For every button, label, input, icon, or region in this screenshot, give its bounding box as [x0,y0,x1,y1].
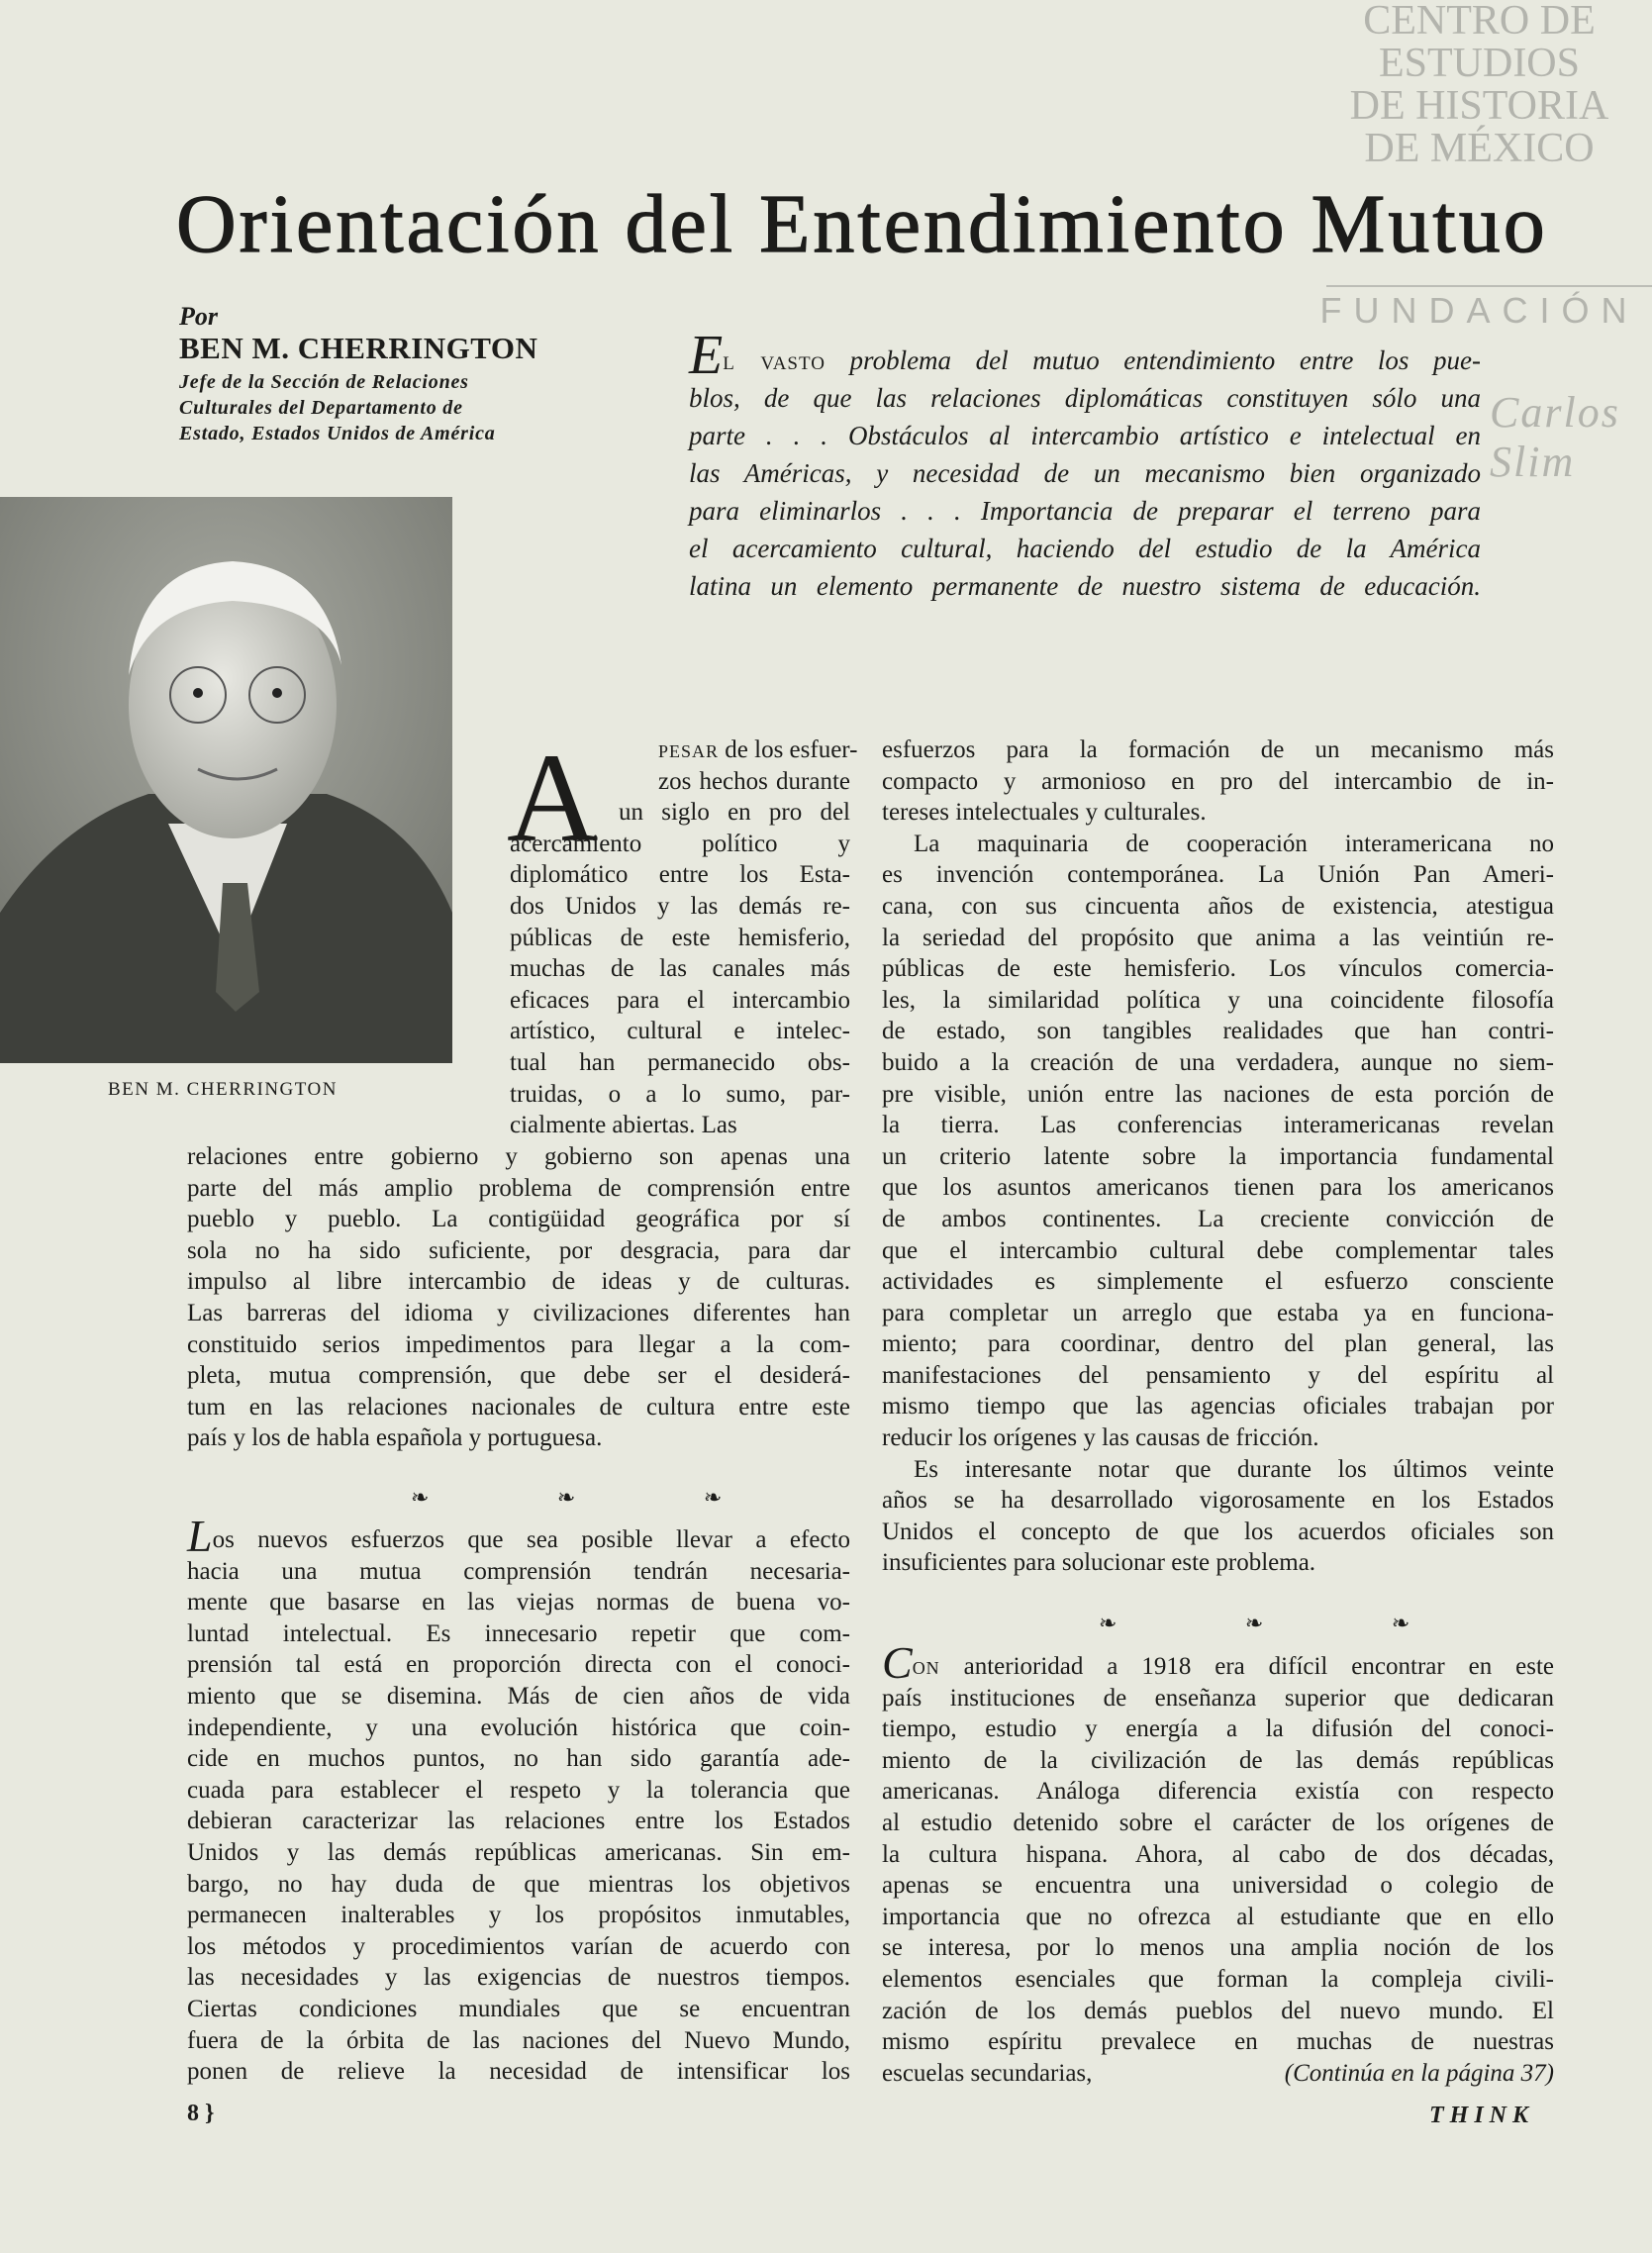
text-line: pueblo y pueblo. La contigüidad geográfica por sí [187,1206,850,1233]
text-line: años se ha desarrollado vigorosamente en los Estados [882,1487,1554,1515]
text-line: insuficientes para solucionar este problema. [882,1549,1316,1577]
text-line: cuada para establecer el respeto y la tolerancia que [187,1776,850,1804]
text-line: país instituciones de enseñanza superior que dedicaran [882,1684,1554,1712]
text-line: al estudio detenido sobre el carácter de los orígenes de [882,1809,1554,1836]
text-line: pre visible, unión entre las naciones de esta porción de [882,1080,1554,1108]
text-line: para completar un arreglo que estaba ya en funciona- [882,1299,1554,1326]
text-line [187,1511,850,1561]
intro-first-rest: de los esfuer- [719,736,858,763]
text-line: las necesidades y las exigencias de nuestros tiempos. [187,1964,850,1992]
text-line: debieran caracterizar las relaciones entre los Estados [187,1808,850,1835]
text-line: públicas de este hemisferio. Los vínculos comercia- [882,955,1554,983]
text-line: bargo, no hay duda de que mientras los objetivos [187,1870,850,1898]
watermark-line: CENTRO DE [1363,0,1596,44]
text-line: fuera de la órbita de las naciones del Nuevo Mundo, [187,2026,850,2054]
text-line: la tierra. Las conferencias interamericanas revelan [882,1112,1554,1139]
text-line: buido a la creación de una verdadera, aunque no siem- [882,1048,1554,1076]
text-line: manifestaciones del pensamiento y del espíritu al [882,1361,1554,1389]
text-lines [882,1683,1554,2058]
paragraph-first-rest: anterioridad a 1918 era difícil encontrar en este [939,1653,1554,1680]
left-column-paragraph-2 [187,1511,850,2088]
text-line: Unidos el concepto de que los acuerdos oficiales son [882,1518,1554,1545]
text-line: impulso al libre intercambio de ideas y de culturas. [187,1268,850,1296]
watermark-line: DE MÉXICO [1364,126,1595,171]
text-line: actividades es simplemente el esfuerzo consciente [882,1268,1554,1296]
continued-link[interactable]: (Continúa en la página 37) [1284,2059,1554,2087]
text-line: eficaces para el intercambio [510,986,850,1014]
text-line: constituido serios impedimentos para llegar a la com- [187,1330,850,1358]
paragraph-initial: C [882,1637,913,1688]
text-line: cialmente abiertas. Las [510,1112,737,1139]
text-line: miento que se disemina. Más de cien años de vida [187,1682,850,1710]
text-line: tiempo, estudio y energía a la difusión del conoci- [882,1715,1554,1743]
section-ornament: ❧ ❧ ❧ [411,1485,784,1510]
text-line: Unidos y las demás repúblicas americanas. Sin em- [187,1838,850,1866]
intro-smallcaps: pesar [658,736,720,763]
article-summary [689,325,1482,605]
text-lines [882,735,1554,829]
text-line: Las barreras del idioma y civilizaciones diferentes han [187,1299,850,1326]
watermark-line: ESTUDIOS [1378,41,1580,86]
text-line: que los asuntos americanos tienen para los americanos [882,1174,1554,1202]
right-column-paragraph-4 [882,1637,1554,2089]
text-line: permanecen inalterables y los propósitos inmutables, [187,1902,850,1929]
text-line: mente que basarse en las viejas normas de buena vo- [187,1589,850,1616]
text-line: que el intercambio cultural debe complementar tales [882,1236,1554,1264]
right-column [882,735,1554,1579]
text-line: el acercamiento cultural, haciendo del estudio de la América [689,534,1481,563]
text-line: públicas de este hemisferio, [510,924,850,951]
author-photo [0,497,452,1063]
text-line: prensión tal está en proporción directa con el conoci- [187,1651,850,1679]
text-line: truidas, o a lo sumo, par- [510,1080,850,1108]
text-line: las Américas, y necesidad de un mecanismo bien organizado [689,458,1481,488]
text-line: relaciones entre gobierno y gobierno son apenas una [187,1143,850,1170]
author-role-line: Jefe de la Sección de Relaciones [179,371,469,393]
text-line: independiente, y una evolución histórica que coin- [187,1714,850,1741]
watermark-line: DE HISTORIA [1349,83,1609,129]
text-line: hacia una mutua comprensión tendrán necesaria- [187,1557,850,1585]
left-column-intro [510,735,858,1141]
last-line-text: escuelas secundarias, [882,2059,1093,2087]
text-line: acercamiento político y [510,830,850,857]
text-line: elementos esenciales que forman la compleja civili- [882,1965,1554,1993]
text-line: diplomático entre los Esta- [510,861,850,889]
text-line: miento; para coordinar, dentro del plan general, las [882,1330,1554,1358]
drop-cap: A [507,728,599,868]
author-role-line: Culturales del Departamento de [179,397,463,419]
text-line: latina un elemento permanente de nuestro sistema de educación. [689,571,1481,601]
text-line: importancia que no ofrezca al estudiante que en ello [882,1903,1554,1930]
text-line: reducir los orígenes y las causas de fricción. [882,1424,1319,1452]
text-line: dos Unidos y las demás re- [510,892,850,920]
text-line: pleta, mutua comprensión, que debe ser el desiderá- [187,1362,850,1390]
text-line: artístico, cultural e intelec- [510,1018,850,1045]
text-line: es invención contemporánea. La Unión Pan Ameri- [882,861,1554,889]
text-line: la cultura hispana. Ahora, al cabo de dos décadas, [882,1840,1554,1868]
watermark [1307,0,1652,170]
byline [179,302,615,446]
author-role-line: Estado, Estados Unidos de América [179,423,496,444]
text-lines [187,1141,850,1454]
text-line: Es interesante notar que durante los últimos veinte [914,1455,1554,1483]
text-line: sola no ha sido suficiente, por desgracia, para dar [187,1236,850,1264]
text-line: La maquinaria de cooperación interamericana no [914,830,1554,857]
text-lines [510,766,850,1141]
watermark-signature: Carlos Slim [1490,388,1620,486]
text-line: zación de los demás pueblos del nuevo mundo. El [882,1997,1554,2024]
page-number: 8 } [187,2101,215,2126]
watermark-foundation-block [1307,285,1652,331]
paragraph-smallcaps: on [912,1653,940,1680]
portrait-image [0,497,452,1063]
text-line: compacto y armonioso en pro del intercambio de in- [882,767,1554,795]
text-lines [689,379,1481,605]
text-line: mismo tiempo que las agencias oficiales trabajan por [882,1393,1554,1420]
left-column-paragraph [187,1141,850,1454]
text-line: esfuerzos para la formación de un mecanismo más [882,736,1554,763]
watermark-divider [1326,285,1652,287]
text-line: les, la similaridad política y una coincidente filosofía [882,986,1554,1014]
text-line [510,735,858,766]
summary-first-rest: problema del mutuo entendimiento entre los pue- [825,345,1482,375]
paragraph-first-rest: os nuevos esfuerzos que sea posible llevar a efecto [212,1526,850,1553]
summary-smallcaps: l vasto [723,345,826,375]
text-line: cana, con sus cincuenta años de existencia, atestigua [882,892,1554,920]
author-role [179,369,615,446]
text-line: zos hechos durante [658,767,850,795]
text-lines [187,1556,850,2088]
text-line: cide en muchos puntos, no han sido garantía ade- [187,1745,850,1773]
text-line [882,2058,1554,2090]
watermark-foundation: FUNDACIÓN [1319,290,1639,331]
text-line: se interesa, por lo menos una amplia noción de los [882,1934,1554,1962]
text-line: mismo espíritu prevalece en muchas de nuestras [882,2028,1554,2056]
text-line: la seriedad del propósito que anima a las veintiún re- [882,924,1554,951]
text-line: tereses intelectuales y culturales. [882,799,1207,827]
text-line [882,1637,1554,1688]
text-line: americanas. Análoga diferencia existía con respecto [882,1778,1554,1806]
text-line: para eliminarlos . . . Importancia de preparar el terreno para [689,496,1481,526]
text-line: de estado, son tangibles realidades que han contri- [882,1018,1554,1045]
text-line: un siglo en pro del [619,799,850,827]
text-line: de ambos continentes. La creciente convicción de [882,1205,1554,1232]
summary-initial: E [689,325,724,386]
summary-first-line [689,325,1482,386]
text-line: muchas de las canales más [510,955,850,983]
text-line: blos, de que las relaciones diplomáticas constituyen sólo una [689,383,1481,413]
text-line: Ciertas condiciones mundiales que se encuentran [187,1995,850,2022]
magazine-name: THINK [1429,2103,1535,2128]
text-line: apenas se encuentra una universidad o colegio de [882,1872,1554,1900]
text-line: parte del más amplio problema de comprensión entre [187,1174,850,1202]
text-line: luntad intelectual. Es innecesario repetir que com- [187,1619,850,1647]
article-title: Orientación del Entendimiento Mutuo [176,178,1548,270]
text-line: miento de la civilización de las demás repúblicas [882,1746,1554,1774]
text-line: tum en las relaciones nacionales de cultura entre este [187,1393,850,1420]
paragraph-initial: L [187,1511,213,1561]
text-line: país y los de habla española y portuguesa. [187,1424,603,1452]
byline-por: Por [179,302,218,331]
text-line: tual han permanecido obs- [510,1048,850,1076]
section-ornament: ❧ ❧ ❧ [1099,1611,1472,1635]
author-name: BEN M. CHERRINGTON [179,331,538,365]
text-line: parte . . . Obstáculos al intercambio artístico e intelectual en [689,421,1481,450]
text-lines [882,1454,1554,1579]
text-line: un criterio latente sobre la importancia fundamental [882,1142,1554,1170]
text-line: ponen de relieve la necesidad de intensificar los [187,2058,850,2086]
text-lines [882,829,1554,1454]
text-line: los métodos y procedimientos varían de acuerdo con [187,1932,850,1960]
photo-caption: BEN M. CHERRINGTON [108,1079,338,1100]
